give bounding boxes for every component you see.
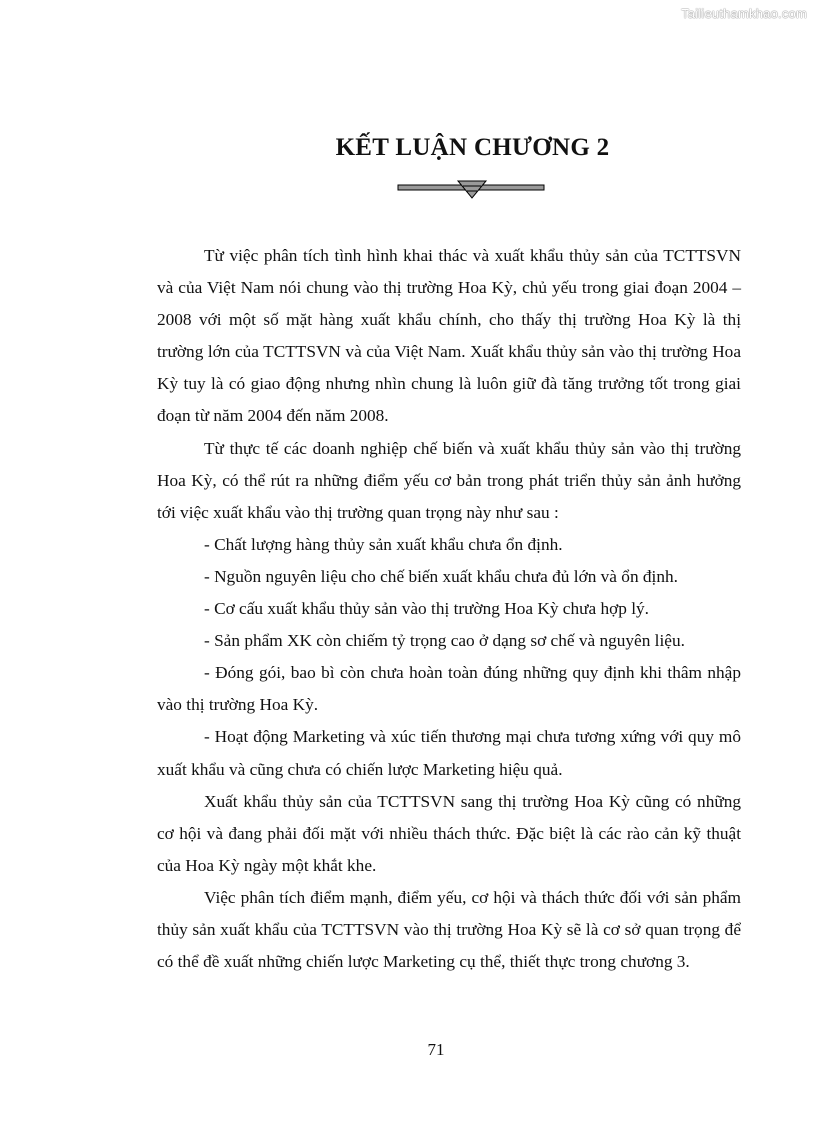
paragraph-intro: Từ việc phân tích tình hình khai thác và xuất khẩu thủy sản của TCTTSVN và của Việt Nam nói chung vào thị trường Hoa Kỳ, chủ yếu trong giai đoạn 2004 – 2008 với một số mặt hàng xuất khẩu chính, cho thấy thị trường Hoa Kỳ là thị trường lớn của TCTTSVN và của Việt Nam. Xuất khẩu thủy sản vào thị trường Hoa Kỳ tuy là có giao động nhưng nhìn chung là luôn giữ đà tăng trưởng tốt trong giai đoạn từ năm 2004 đến năm 2008.: [157, 246, 741, 426]
watermark: Tailieuthamkhao.com: [681, 6, 807, 21]
paragraph-opportunities: Xuất khẩu thủy sản của TCTTSVN sang thị trường Hoa Kỳ cũng có những cơ hội và đang phải đối mặt với nhiều thách thức. Đặc biệt là các rào cản kỹ thuật của Hoa Kỳ ngày một khắt khe.: [157, 791, 741, 875]
paragraph-weaknesses-lead: Từ thực tế các doanh nghiệp chế biến và xuất khẩu thủy sản vào thị trường Hoa Kỳ, có thể rút ra những điểm yếu cơ bản trong phát triển thủy sản ảnh hưởng tới việc xuất khẩu vào thị trường quan trọng này như sau :: [157, 438, 741, 522]
bullet-marketing: - Hoạt động Marketing và xúc tiến thương mại chưa tương xứng với quy mô xuất khẩu và cũng chưa có chiến lược Marketing hiệu quả.: [157, 727, 741, 779]
conclusion-body: [157, 240, 741, 978]
title-ornament-divider: [397, 179, 547, 201]
bullet-quality: - Chất lượng hàng thủy sản xuất khẩu chưa ổn định.: [204, 534, 563, 554]
bullet-raw-material: - Nguồn nguyên liệu cho chế biến xuất khẩu chưa đủ lớn và ổn định.: [204, 566, 678, 586]
paragraph-swot-conclusion: Việc phân tích điểm mạnh, điểm yếu, cơ hội và thách thức đối với sản phẩm thủy sản xuất khẩu của TCTTSVN vào thị trường Hoa Kỳ sẽ là cơ sở quan trọng để có thể đề xuất những chiến lược Marketing cụ thể, thiết thực trong chương 3.: [157, 887, 741, 972]
chapter-conclusion-title: KẾT LUẬN CHƯƠNG 2: [335, 134, 610, 161]
bullet-packaging: - Đóng gói, bao bì còn chưa hoàn toàn đúng những quy định khi thâm nhập vào thị trường Hoa Kỳ.: [157, 663, 741, 715]
page-number: 71: [427, 1040, 445, 1059]
bullet-product-share: - Sản phẩm XK còn chiếm tỷ trọng cao ở dạng sơ chế và nguyên liệu.: [204, 631, 685, 651]
bullet-export-structure: - Cơ cấu xuất khẩu thủy sản vào thị trường Hoa Kỳ chưa hợp lý.: [204, 599, 649, 619]
